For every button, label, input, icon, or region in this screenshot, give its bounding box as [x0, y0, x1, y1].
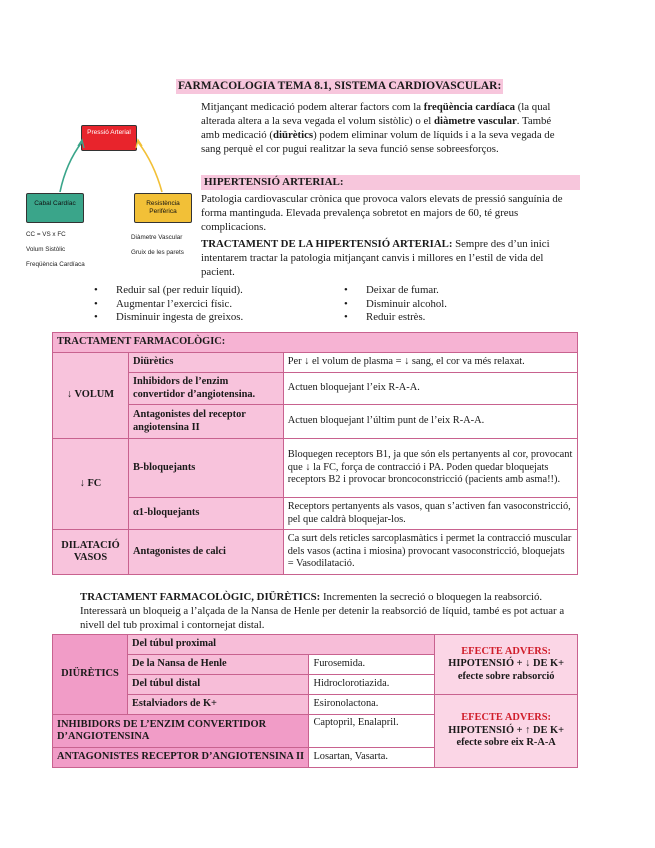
table-row — [53, 353, 578, 373]
adverse-text: HIPOTENSIÓ + ↑ DE K+ efecte sobre eix R-A-A — [448, 724, 565, 749]
drug-class-cell: α1-bloquejants — [128, 498, 283, 530]
adverse-effect-cell — [435, 635, 578, 695]
table-row — [53, 439, 578, 498]
intro-bold: diàmetre vascular — [433, 115, 517, 127]
description-cell: Ca surt dels reticles sarcoplasmàtics i permet la contracció muscular dels vasos (actina i miosina) provocant vasoconstricció, bloquejats = Vasodilatació. — [283, 530, 577, 575]
list-item: • Augmentar l’exercici físic. — [94, 297, 233, 310]
diagram-note: Freqüència Cardíaca — [26, 261, 85, 268]
table-row — [53, 635, 578, 655]
diuretic-type-cell: Del túbul proximal — [127, 635, 434, 655]
diuretics-heading: TRACTAMENT FARMACOLÒGIC, DIÜRÈTICS: — [80, 591, 321, 603]
table-row — [53, 695, 578, 715]
list-item: • Reduir estrès. — [344, 311, 426, 323]
drug-class-cell: Antagonistes del receptor angiotensina II — [128, 405, 283, 439]
table-row — [53, 498, 578, 530]
drug-name-cell: Losartan, Vasarta. — [309, 748, 435, 768]
table-header: TRACTAMENT FARMACOLÒGIC: — [53, 333, 578, 353]
adverse-text: HIPOTENSIÓ + ↓ DE K+ efecte sobre rabsorció — [448, 658, 565, 682]
drug-class-cell: B-bloquejants — [128, 439, 283, 498]
adverse-title: EFECTE ADVERS: — [461, 645, 552, 657]
drug-class-cell: Inhibidors de l’enzim convertidor d’angiotensina. — [128, 373, 283, 405]
list-item: • Reduir sal (per reduir líquid). — [94, 284, 243, 296]
diagram-node-label: Cabal Cardíac — [34, 200, 76, 207]
intro-text: Mitjançant medicació podem alterar factors com la — [201, 101, 424, 113]
ieca-label-cell: INHIBIDORS DE L’ENZIM CONVERTIDOR D’ANGIOTENSINA — [53, 715, 309, 748]
diagram-note: Diàmetre Vascular — [131, 234, 183, 241]
treatment-paragraph — [201, 237, 576, 279]
adverse-effect-cell — [435, 695, 578, 768]
intro-bold: diürètics — [272, 129, 314, 141]
bullet-list-right — [344, 284, 447, 325]
category-cell: ↓ FC — [53, 439, 129, 530]
description-cell: Receptors pertanyents als vasos, quan s’activen fan vasoconstricció, pel que caldrà bloquejar-los. — [283, 498, 577, 530]
list-item-text: Reduir estrès. — [366, 311, 426, 323]
category-cell: DILATACIÓ VASOS — [53, 530, 129, 575]
table-row — [53, 530, 578, 575]
table-row — [53, 405, 578, 439]
drug-name-cell: Captopril, Enalapril. — [309, 715, 435, 748]
diagram-note: Volum Sistòlic — [26, 246, 66, 253]
arrow-left — [60, 142, 82, 192]
blood-pressure-diagram — [24, 118, 200, 278]
table-row — [53, 333, 578, 353]
diagram-node-label: Pressió Arterial — [87, 129, 131, 136]
diagram-arrows — [24, 118, 200, 198]
bullet-list-left — [94, 284, 243, 325]
arrow-right — [138, 142, 162, 192]
drug-name-cell: Furosemida. — [309, 655, 435, 675]
diuretic-type-cell: Estalviadors de K+ — [127, 695, 308, 715]
adverse-title: EFECTE ADVERS: — [461, 712, 552, 724]
list-item: • Disminuir alcohol. — [344, 297, 447, 310]
diuretic-type-cell: Del túbul distal — [127, 675, 308, 695]
pharm-treatment-table — [52, 332, 578, 575]
diagram-note: CC = VS x FC — [26, 231, 66, 238]
intro-text: . També amb medicació ( — [201, 115, 552, 141]
diuretic-type-cell: De la Nansa de Henle — [127, 655, 308, 675]
description-cell: Actuen bloquejant l’eix R-A-A. — [283, 373, 577, 405]
description-cell: Actuen bloquejant l’últim punt de l’eix R-A-A. — [283, 405, 577, 439]
description-cell: Bloquegen receptors B1, ja que són els pertanyents al cor, provocant que ↓ la FC, força de contracció i PA. Poden quedar bloquejats receptors B2 i provocar broncoconstricció (pacients amb asma!!). — [283, 439, 577, 498]
hypertension-text: Patologia cardiovascular crònica que provoca valors elevats de pressió sanguínia de forma mantinguda. Elevada prevalença sobretot en majors de 60, té greus complicacions. — [201, 193, 563, 233]
diuretics-paragraph — [80, 590, 580, 632]
treatment-heading: TRACTAMENT DE LA HIPERTENSIÓ ARTERIAL: — [201, 238, 453, 250]
page-title: FARMACOLOGIA TEMA 8.1, SISTEMA CARDIOVASCULAR: — [178, 80, 502, 92]
list-item-text: Deixar de fumar. — [366, 284, 439, 296]
diagram-node-label: Resistència Perifèrica — [146, 200, 180, 215]
category-cell: ↓ VOLUM — [53, 353, 129, 439]
list-item-text: Disminuir alcohol. — [366, 297, 447, 310]
drug-name-cell: Hidroclorotiazida. — [309, 675, 435, 695]
diagram-note: Gruix de les parets — [131, 249, 184, 256]
list-item: • Deixar de fumar. — [344, 284, 439, 296]
hypertension-heading: HIPERTENSIÓ ARTERIAL: — [201, 175, 580, 190]
list-item: • Disminuir ingesta de greixos. — [94, 311, 244, 323]
intro-bold: freqüència cardíaca — [423, 101, 516, 113]
description-cell: Per ↓ el volum de plasma = ↓ sang, el cor va més relaxat. — [283, 353, 577, 373]
drug-class-cell: Antagonistes de calci — [128, 530, 283, 575]
ara-label-cell: ANTAGONISTES RECEPTOR D’ANGIOTENSINA II — [53, 748, 309, 768]
treatment-text: Sempre des d’un inici intentarem tractar la patologia mitjançant canvis i millores en l’estil de vida del pacient. — [201, 238, 550, 278]
list-item-text: Disminuir ingesta de greixos. — [116, 311, 244, 323]
drug-name-cell: Esironolactona. — [309, 695, 435, 715]
list-item-text: Reduir sal (per reduir líquid). — [116, 284, 243, 296]
intro-paragraph — [201, 100, 571, 156]
list-item-text: Augmentar l’exercici físic. — [116, 297, 233, 310]
diuretics-text: Incrementen la secreció o bloquegen la reabsorció. Interessarà un bloqueig a l’alçada de la Nansa de Henle per detenir la reabsorció de líquid, també es pot actuar a nivell del tub proximal i contornejat distal. — [80, 591, 565, 631]
intro-text: (la qual alterada altera a la seva vegada el volum sistòlic) o el — [201, 101, 551, 127]
drug-class-cell: Diürètics — [128, 353, 283, 373]
intro-text: ) podem eliminar volum de líquids i a la seva vegada de sang perquè el cor pugui realitzar la seva funció sense sobreesforços. — [201, 129, 555, 155]
drug-examples-table — [52, 634, 578, 768]
diuretics-label-cell: DIÜRÈTICS — [53, 635, 128, 715]
table-row — [53, 373, 578, 405]
